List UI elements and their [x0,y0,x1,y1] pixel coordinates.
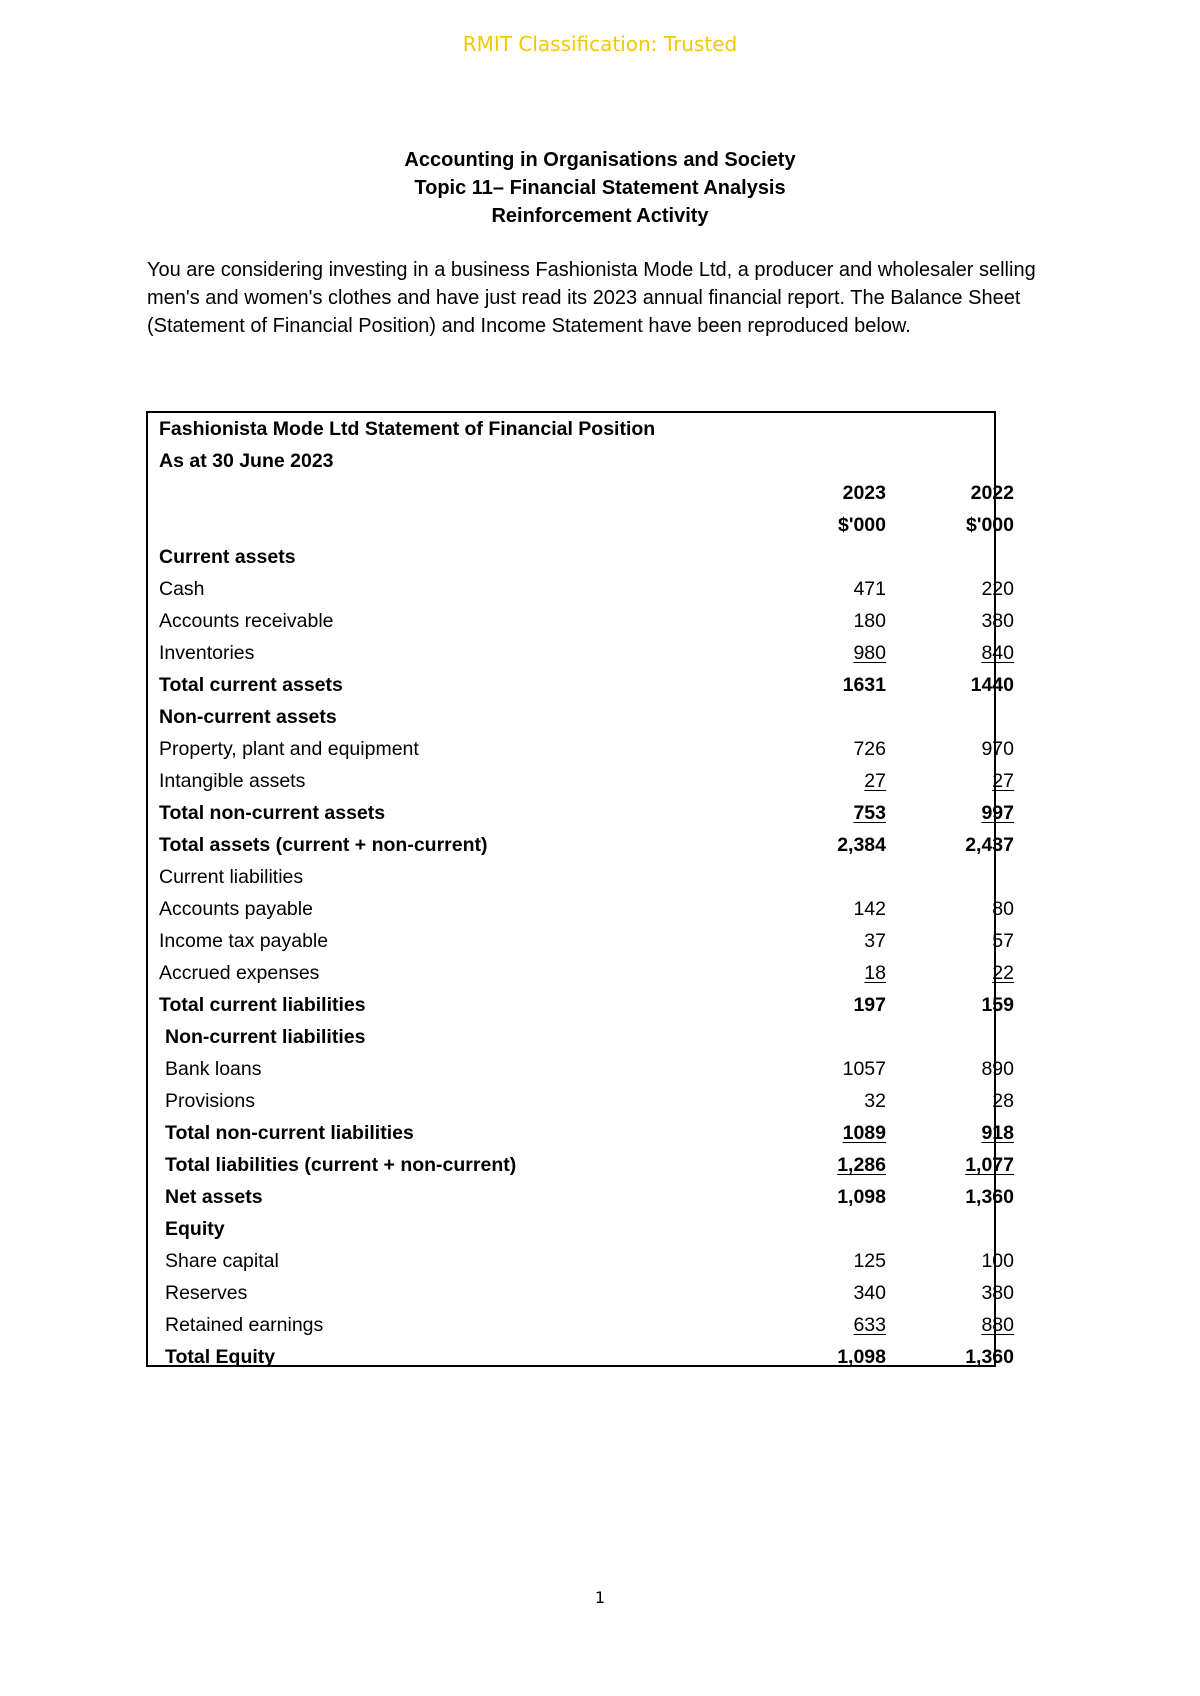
row-label: Total non-current assets [159,802,386,824]
year-2023-header: 2023 [842,482,886,504]
statement-row [148,893,1014,925]
statement-row [148,1213,994,1245]
statement-row [148,1053,1014,1085]
value-2023: 197 [853,994,886,1016]
statement-row [148,765,1014,797]
value-2023: 753 [853,802,886,824]
statement-row [148,1309,1014,1341]
value-2022: 2,437 [965,834,1014,856]
row-label: Inventories [159,642,255,664]
value-2022: 380 [981,610,1014,632]
statement-row [148,605,1014,637]
value-2022: 100 [981,1250,1014,1272]
value-2023: 1089 [842,1122,886,1144]
value-2022: 27 [992,770,1014,792]
value-2022: 880 [981,1314,1014,1336]
value-2023: 726 [853,738,886,760]
row-label: Accounts payable [159,898,313,920]
statement-row [148,1341,1014,1373]
intro-paragraph: You are considering investing in a business Fashionista Mode Ltd, a producer and wholesaler selling men's and women's clothes and have just read its 2023 annual financial report. The Balance Sheet (Statement of Financial Position) and Income Statement have been reproduced below. [147,259,1036,337]
value-2023: 142 [853,898,886,920]
statement-row [148,541,994,573]
classification-label: RMIT Classification: Trusted [462,32,738,56]
activity-title: Reinforcement Activity [491,205,709,227]
row-label: Non-current liabilities [165,1026,366,1048]
value-2023: 27 [864,770,886,792]
value-2023: 37 [864,930,886,952]
value-2023: 1631 [842,674,886,696]
value-2023: 18 [864,962,886,984]
row-label: Share capital [165,1250,279,1272]
statement-title-row [148,413,994,445]
row-label: Reserves [165,1282,248,1304]
row-label: Property, plant and equipment [159,738,419,760]
statement-row [148,1085,1014,1117]
row-label: Total non-current liabilities [165,1122,414,1144]
value-2023: 32 [864,1090,886,1112]
topic-title: Topic 11– Financial Statement Analysis [414,177,786,199]
row-label: Cash [159,578,205,600]
row-label: Current liabilities [159,866,304,888]
unit-2023-header: $'000 [837,514,886,536]
row-label: Retained earnings [165,1314,324,1336]
statement-row [148,637,1014,669]
financial-position-table [146,411,1014,1368]
value-2023: 980 [853,642,886,664]
value-2022: 918 [981,1122,1014,1144]
value-2022: 28 [992,1090,1014,1112]
row-label: Total current assets [159,674,343,696]
row-label: Current assets [159,546,296,568]
value-2022: 57 [992,930,1014,952]
value-2023: 471 [853,578,886,600]
row-label: Total assets (current + non-current) [159,834,488,856]
year-header-row [148,477,1014,509]
statement-date: As at 30 June 2023 [159,450,334,472]
row-label: Accrued expenses [159,962,320,984]
value-2022: 220 [981,578,1014,600]
value-2022: 840 [981,642,1014,664]
value-2022: 970 [981,738,1014,760]
value-2023: 1,098 [837,1346,886,1368]
statement-row [148,957,1014,989]
row-label: Net assets [165,1186,263,1208]
value-2023: 1,286 [837,1154,886,1176]
statement-row [148,1149,1014,1181]
year-2022-header: 2022 [970,482,1014,504]
value-2023: 1057 [842,1058,886,1080]
statement-date-row [148,445,994,477]
row-label: Non-current assets [159,706,337,728]
value-2023: 180 [853,610,886,632]
value-2022: 80 [992,898,1014,920]
value-2022: 890 [981,1058,1014,1080]
statement-row [148,797,1014,829]
value-2022: 380 [981,1282,1014,1304]
row-label: Bank loans [165,1058,262,1080]
value-2022: 997 [981,802,1014,824]
statement-row [148,1181,1014,1213]
value-2023: 340 [853,1282,886,1304]
unit-header-row [148,509,1014,541]
row-label: Provisions [165,1090,255,1112]
value-2022: 1440 [970,674,1014,696]
row-label: Equity [165,1218,225,1240]
value-2022: 1,360 [965,1186,1014,1208]
statement-row [148,733,1014,765]
statement-row [148,1245,1014,1277]
statement-row [148,701,994,733]
statement-row [148,925,1014,957]
statement-row [148,989,1014,1021]
statement-row [148,1117,1014,1149]
statement-row [148,669,1014,701]
statement-row [148,1021,994,1053]
statement-row [148,861,994,893]
statement-row [148,1277,1014,1309]
page-number: 1 [594,1588,606,1607]
document-titles [0,146,1200,230]
row-label: Accounts receivable [159,610,334,632]
value-2023: 1,098 [837,1186,886,1208]
course-title: Accounting in Organisations and Society [404,149,796,171]
row-label: Total current liabilities [159,994,366,1016]
row-label: Total Equity [165,1346,276,1368]
statement-row [148,573,1014,605]
row-label: Income tax payable [159,930,329,952]
value-2022: 22 [992,962,1014,984]
value-2023: 633 [853,1314,886,1336]
value-2023: 2,384 [837,834,886,856]
value-2022: 1,360 [965,1346,1014,1368]
row-label: Intangible assets [159,770,306,792]
statement-row [148,829,1014,861]
value-2022: 159 [981,994,1014,1016]
statement-title: Fashionista Mode Ltd Statement of Financial Position [159,418,656,440]
value-2023: 125 [853,1250,886,1272]
value-2022: 1,077 [965,1154,1014,1176]
unit-2022-header: $'000 [965,514,1014,536]
row-label: Total liabilities (current + non-current) [165,1154,517,1176]
